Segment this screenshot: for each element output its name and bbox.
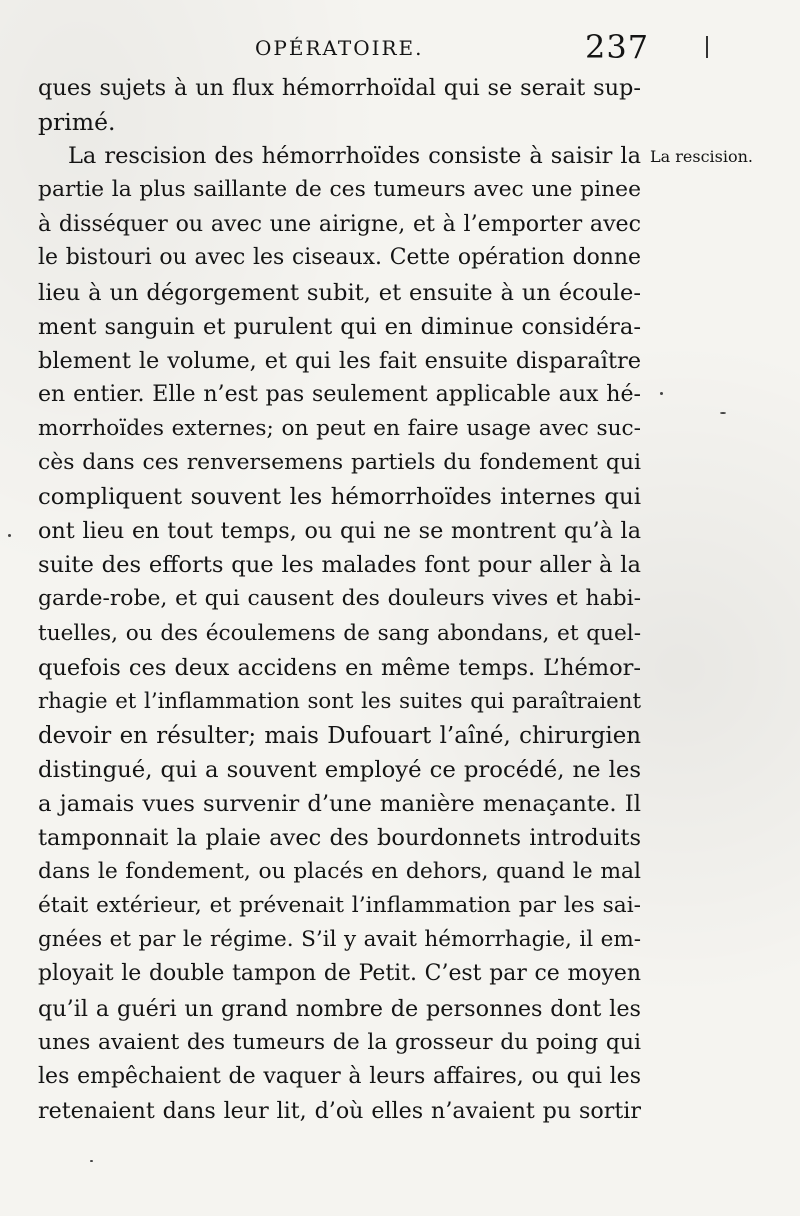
text-line: ployait le double tampon de Petit. C’est par ce moyen	[38, 961, 641, 987]
text-line: blement le volume, et qui les fait ensuite disparaître	[38, 347, 641, 374]
text-line: garde-robe, et qui causent des douleurs vives et habi-	[38, 586, 641, 612]
text-line: morrhoïdes externes; on peut en faire usage avec suc-	[38, 415, 641, 441]
text-line: qu’il a guéri un grand nombre de personnes dont les	[38, 995, 641, 1022]
ink-speck	[8, 534, 11, 537]
text-line: distingué, qui a souvent employé ce procédé, ne les	[38, 756, 641, 783]
text-line: le bistouri ou avec les ciseaux. Cette opération donne	[38, 245, 641, 271]
margin-note-la-rescision: La rescision.	[650, 147, 754, 166]
text-line: partie la plus saillante de ces tumeurs avec une pinee	[38, 177, 641, 203]
page-header	[0, 28, 800, 68]
text-line: unes avaient des tumeurs de la grosseur du poing qui	[38, 1029, 641, 1055]
text-line: ont lieu en tout temps, ou qui ne se montrent qu’à la	[38, 518, 641, 545]
text-line: les empêchaient de vaquer à leurs affaires, ou qui les	[38, 1063, 641, 1089]
text-line: était extérieur, et prévenait l’inflammation par les sai-	[38, 893, 641, 919]
page-number: 237	[585, 28, 650, 66]
text-line: à disséquer ou avec une airigne, et à l’emporter avec	[38, 211, 641, 238]
body-text	[38, 71, 641, 1128]
text-line: tamponnait la plaie avec des bourdonnets introduits	[38, 825, 641, 852]
text-line: cès dans ces renversemens partiels du fondement qui	[38, 450, 641, 476]
text-line: primé.	[38, 108, 116, 137]
text-line: La rescision des hémorrhoïdes consiste à saisir la	[68, 143, 641, 170]
text-line: dans le fondement, ou placés en dehors, quand le mal	[38, 859, 641, 885]
ink-speck	[720, 412, 726, 414]
text-line: retenaient dans leur lit, d’où elles n’avaient pu sortir	[38, 1097, 641, 1124]
ink-speck	[660, 392, 663, 395]
ink-speck	[90, 1160, 93, 1162]
text-line: en entier. Elle n’est pas seulement applicable aux hé-	[38, 381, 641, 407]
text-line: ment sanguin et purulent qui en diminue considéra-	[38, 313, 641, 340]
text-line: suite des efforts que les malades font pour aller à la	[38, 552, 641, 579]
text-line: tuelles, ou des écoulemens de sang abondans, et quel-	[38, 620, 641, 646]
text-line: ques sujets à un flux hémorrhoïdal qui se serait sup-	[38, 75, 641, 101]
text-line: a jamais vues survenir d’une manière menaçante. Il	[38, 790, 641, 817]
text-line: compliquent souvent les hémorrhoïdes internes qui	[38, 484, 641, 511]
text-line: quefois ces deux accidens en même temps. L’hémor-	[38, 654, 641, 681]
text-line: gnées et par le régime. S’il y avait hémorrhagie, il em-	[38, 927, 641, 953]
text-line: lieu à un dégorgement subit, et ensuite à un écoule-	[38, 279, 641, 306]
text-line: devoir en résulter; mais Dufouart l’aîné, chirurgien	[38, 722, 641, 749]
running-head: OPÉRATOIRE.	[255, 36, 424, 60]
page-edge-mark	[706, 36, 708, 58]
text-line: rhagie et l’inflammation sont les suites qui paraîtraient	[38, 688, 641, 714]
